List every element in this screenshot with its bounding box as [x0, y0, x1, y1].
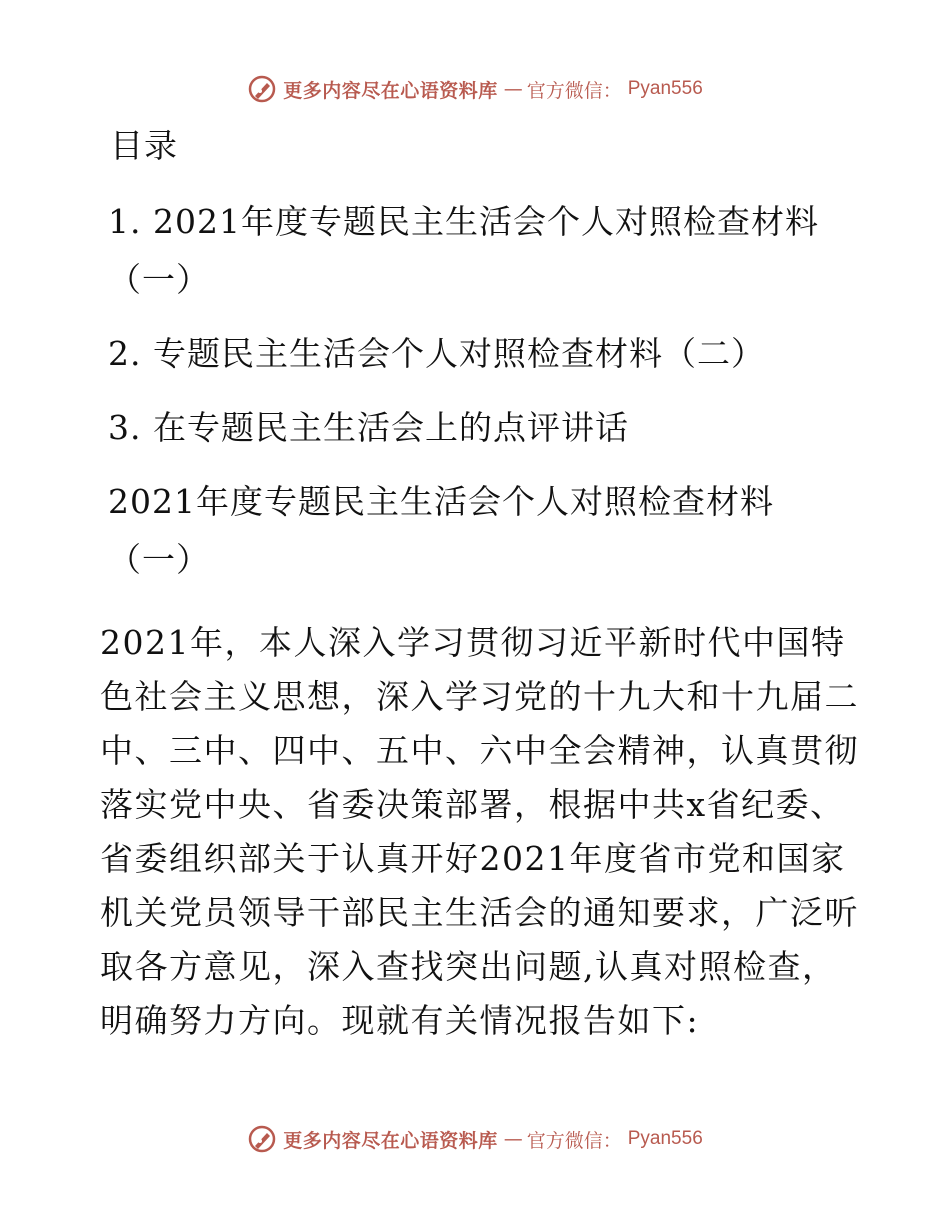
- watermark-wechat-id: Pyan556: [627, 1128, 703, 1149]
- paragraph-line: 机关党员领导干部民主生活会的通知要求，广泛听: [100, 893, 859, 932]
- section-heading-suffix: （一）: [108, 540, 210, 579]
- paragraph-line: 2021年，本人深入学习贯彻习近平新时代中国特: [100, 623, 846, 662]
- pen-nib-logo-icon: [247, 74, 277, 104]
- toc-item-1-suffix: （一）: [108, 260, 210, 299]
- toc-item-1: 1. 2021年度专题民主生活会个人对照检查材料: [108, 202, 819, 241]
- watermark-brand: 更多内容尽在心语资料库: [283, 1129, 498, 1152]
- paragraph-line: 省委组织部关于认真开好2021年度省市党和国家: [100, 839, 846, 878]
- paragraph-line: 取各方意见，深入查找突出问题,认真对照检查，: [100, 947, 837, 986]
- watermark-brand: 更多内容尽在心语资料库: [283, 79, 498, 102]
- pen-nib-logo-icon: [247, 1124, 277, 1154]
- watermark-label: 官方微信：: [526, 79, 622, 102]
- watermark-label: 官方微信：: [526, 1129, 622, 1152]
- paragraph-line: 色社会主义思想，深入学习党的十九大和十九届二: [100, 677, 859, 716]
- paragraph-line: 明确努力方向。现就有关情况报告如下:: [100, 1001, 700, 1040]
- watermark-separator: —: [503, 78, 521, 100]
- watermark-wechat-id: Pyan556: [627, 78, 703, 99]
- toc-item-2: 2. 专题民主生活会个人对照检查材料（二）: [108, 334, 765, 373]
- toc-item-3: 3. 在专题民主生活会上的点评讲话: [108, 408, 629, 447]
- toc-title: 目录: [110, 126, 178, 165]
- watermark-separator: —: [503, 1128, 521, 1150]
- paragraph-line: 落实党中央、省委决策部署，根据中共x省纪委、: [100, 785, 845, 824]
- paragraph-line: 中、三中、四中、五中、六中全会精神，认真贯彻: [100, 731, 859, 770]
- footer-watermark: [0, 1124, 950, 1154]
- section-heading: 2021年度专题民主生活会个人对照检查材料: [108, 482, 774, 521]
- header-watermark: [0, 74, 950, 104]
- body-paragraph: [100, 616, 860, 1048]
